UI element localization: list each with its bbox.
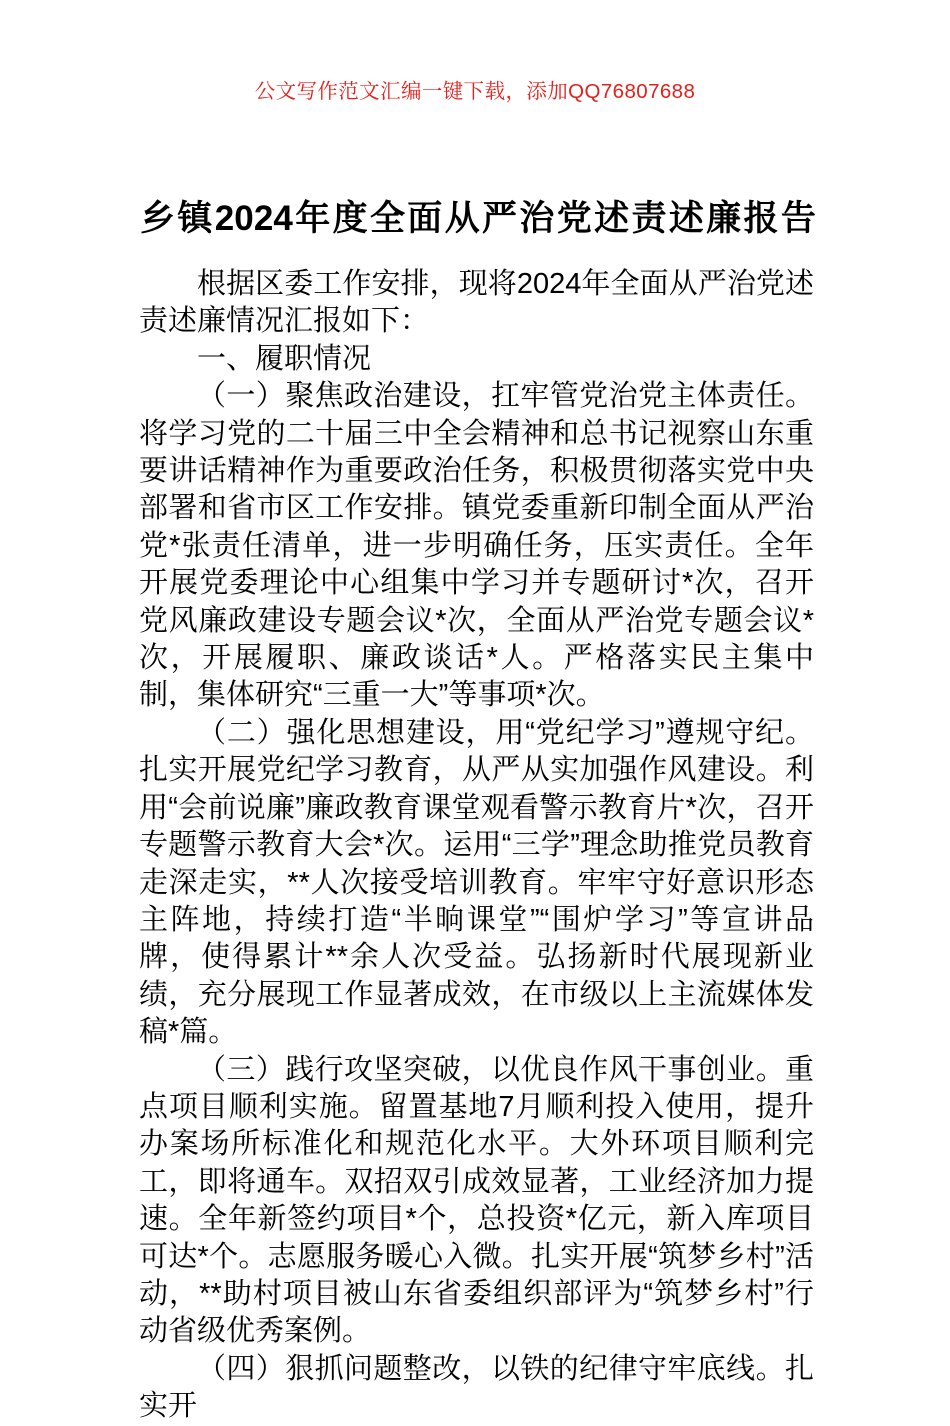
page-title: 乡镇2024年度全面从严治党述责述廉报告 [140, 199, 816, 239]
paragraph-section-1-2: （二）强化思想建设，用“党纪学习”遵规守纪。扎实开展党纪学习教育，从严从实加强作风建设。利用“会前说廉”廉政教育课堂观看警示教育片*次，召开专题警示教育大会*次。运用“三学”理念助推党员教育走深走实，**人次接受培训教育。牢牢守好意识形态主阵地，持续打造“半晌课堂”“围炉学习”等宣讲品牌，使得累计**余人次受益。弘扬新时代展现新业绩，充分展现工作显著成效，在市级以上主流媒体发稿*篇。 [139, 716, 814, 1049]
paragraph-section-1-3: （三）践行攻坚突破，以优良作风干事创业。重点项目顺利实施。留置基地7月顺利投入使用，提升办案场所标准化和规范化水平。大外环项目顺利完工，即将通车。双招双引成效显著，工业经济加力提速。全年新签约项目*个，总投资*亿元，新入库项目可达*个。志愿服务暖心入微。扎实开展“筑梦乡村”活动，**助村项目被山东省委组织部评为“筑梦乡村”行动省级优秀案例。 [139, 1053, 814, 1348]
paragraph-lead: 根据区委工作安排，现将2024年全面从严治党述责述廉情况汇报如下： [139, 268, 814, 338]
paragraph-heading-1: 一、履职情况 [197, 342, 372, 375]
promo-header-text: 公文写作范文汇编一键下载，添加QQ76807688 [254, 80, 696, 103]
document-body [139, 266, 814, 1426]
paragraph-section-1-1: （一）聚焦政治建设，扛牢管党治党主体责任。将学习党的二十届三中全会精神和总书记视察山东重要讲话精神作为重要政治任务，积极贯彻落实党中央部署和省市区工作安排。镇党委重新印制全面从严治党*张责任清单，进一步明确任务，压实责任。全年开展党委理论中心组集中学习并专题研讨*次，召开党风廉政建设专题会议*次，全面从严治党专题会议*次，开展履职、廉政谈话*人。严格落实民主集中制，集体研究“三重一大”等事项*次。 [139, 380, 814, 712]
paragraph-section-1-4: （四）狠抓问题整改，以铁的纪律守牢底线。扎实开 [139, 1352, 814, 1423]
